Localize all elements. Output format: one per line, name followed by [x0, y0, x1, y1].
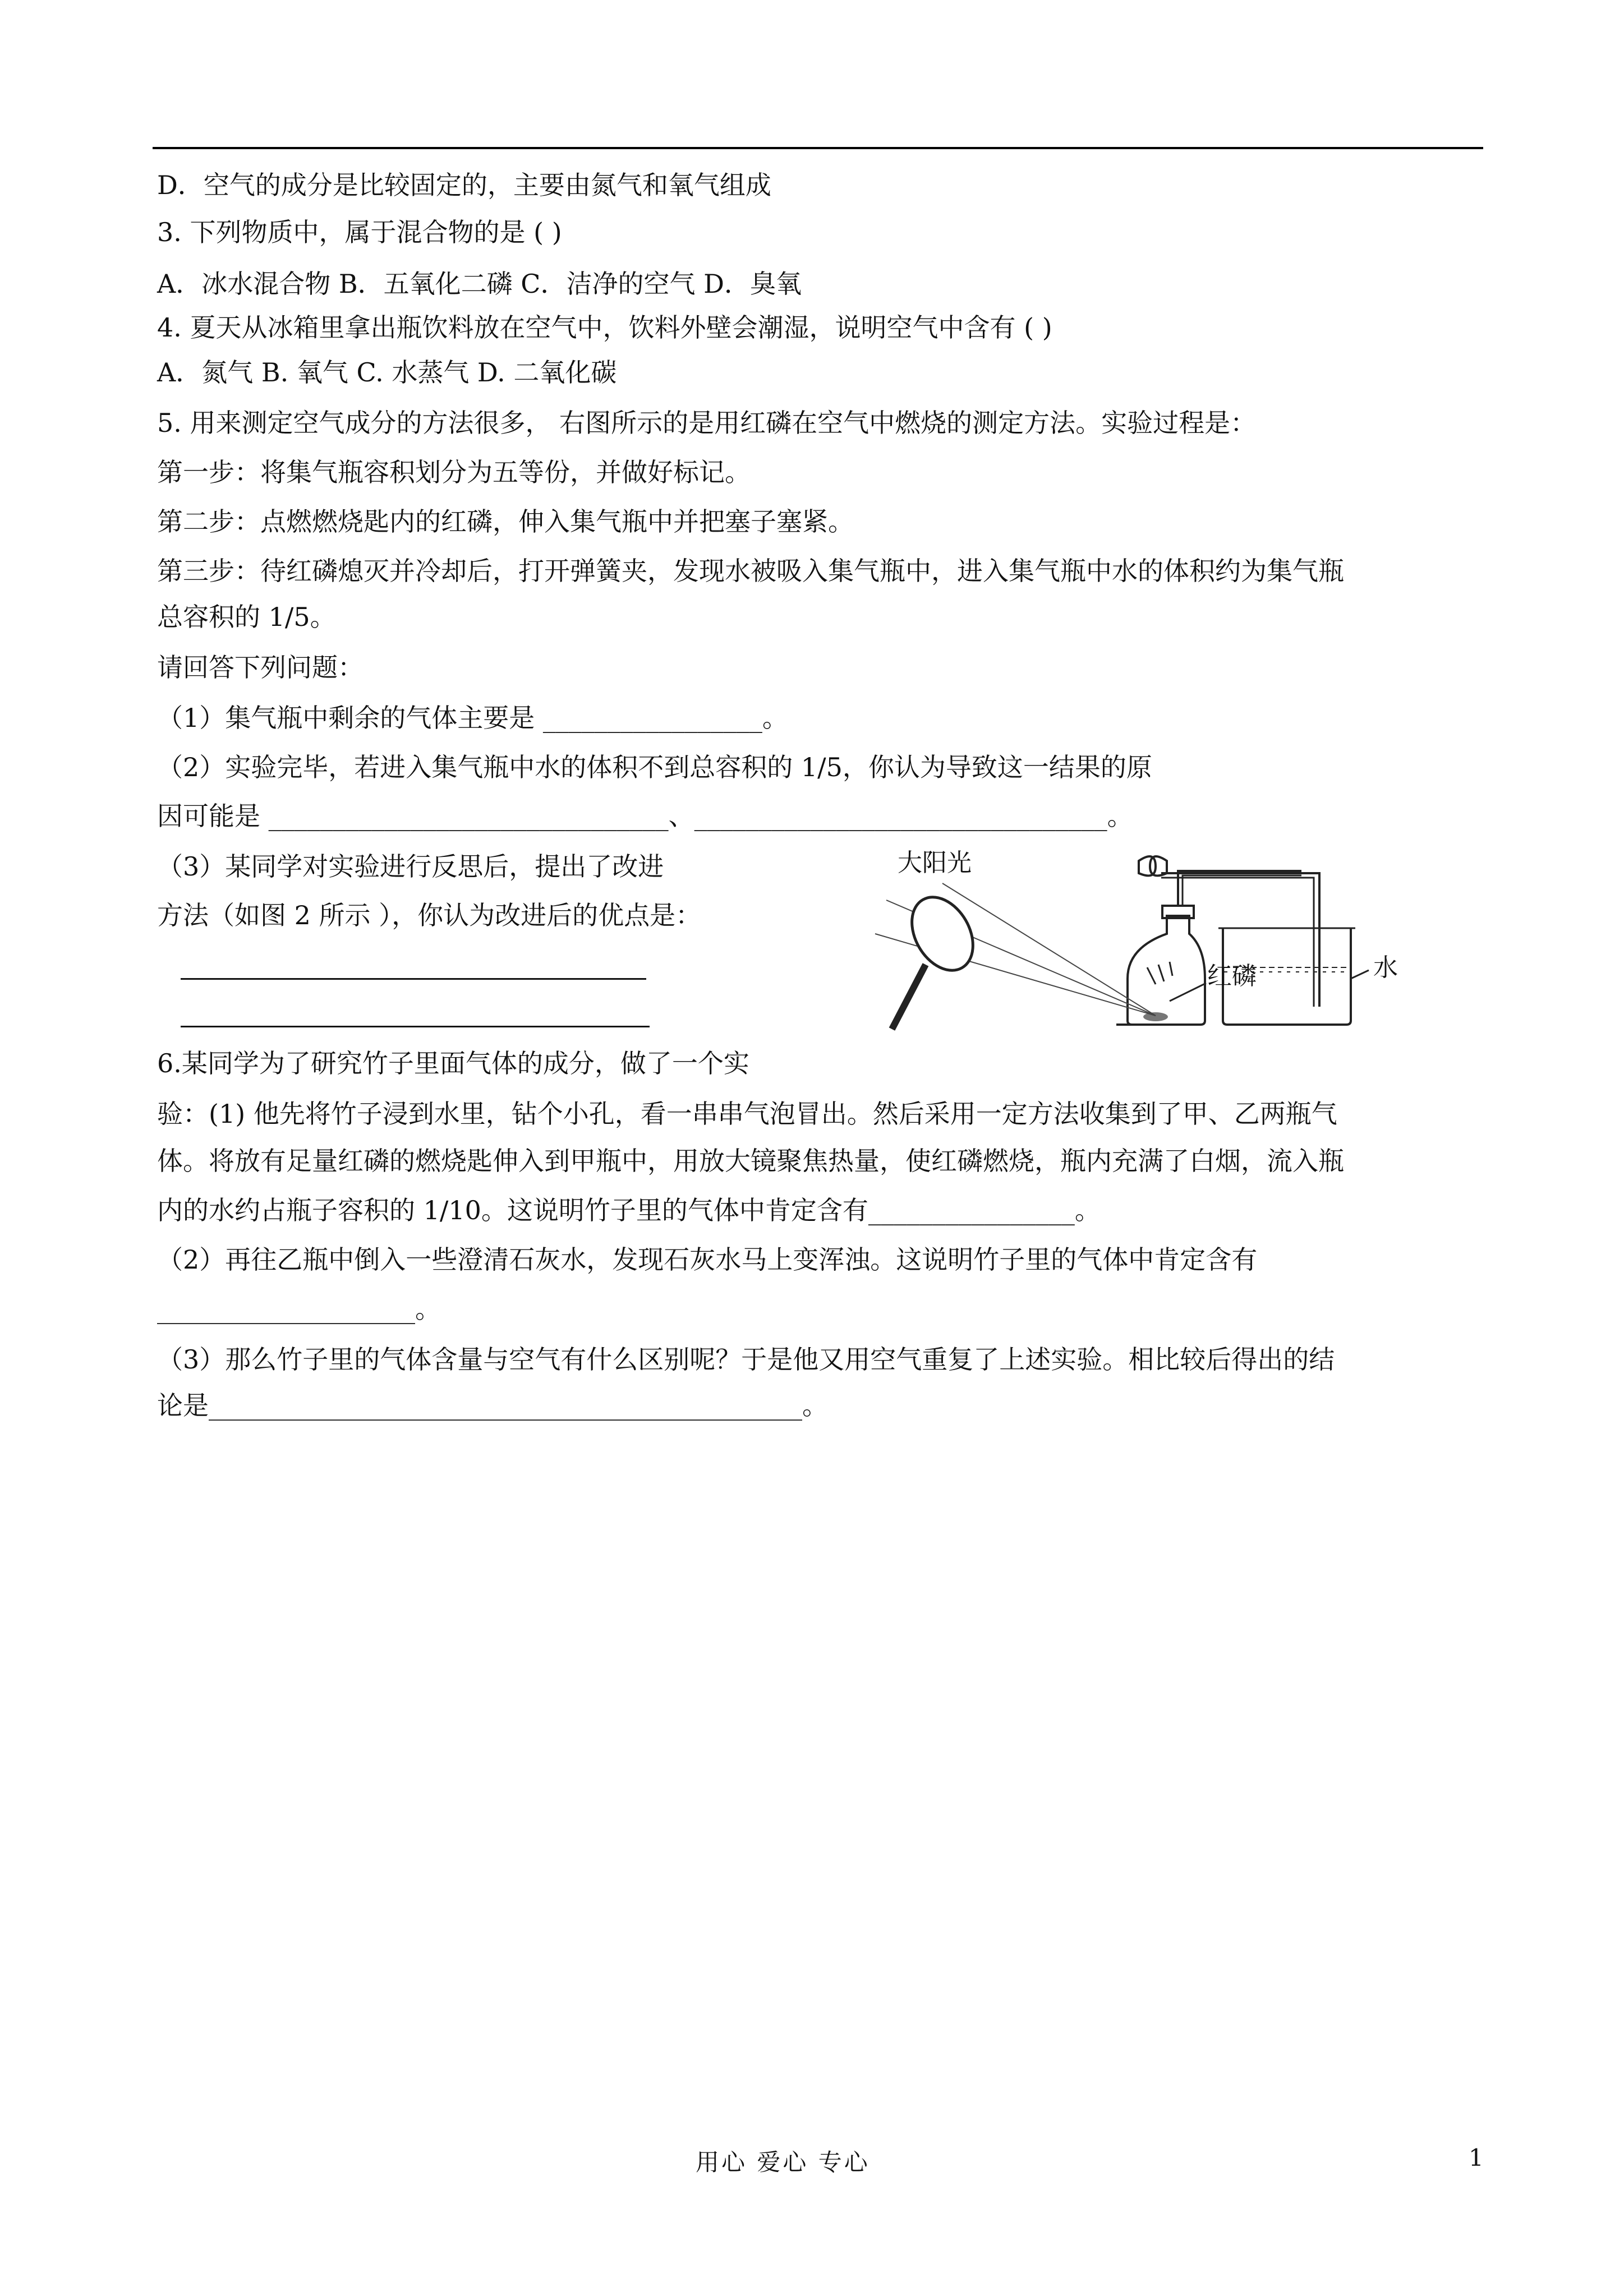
q5-part-2-cont: 因可能是 _______________________________、________________________________。	[157, 801, 1133, 831]
answer-blank-1	[181, 978, 646, 980]
water-pointer	[1351, 970, 1369, 979]
q5-step-1: 第一步：将集气瓶容积划分为五等份，并做好标记。	[157, 457, 751, 487]
spring-clamp	[1139, 856, 1156, 875]
q3-options: A．冰水混合物 B．五氧化二磷 C．洁净的空气 D．臭氧	[157, 269, 802, 299]
q5-part-3-cont: 方法（如图 2 所示 ），你认为改进后的优点是：	[157, 900, 702, 930]
page-footer: 用心 爱心 专心	[696, 2149, 870, 2176]
q6-part-2: （2）再往乙瓶中倒入一些澄清石灰水，发现石灰水马上变浑浊。这说明竹子里的气体中肯定含有	[157, 1244, 1258, 1275]
magnifying-glass-lens	[899, 886, 985, 981]
q6-stem: 6.某同学为了研究竹子里面气体的成分，做了一个实	[157, 1048, 749, 1078]
answer-blank-2	[181, 1026, 650, 1027]
apparatus-figure	[864, 850, 1425, 1040]
q5-prompt: 请回答下列问题：	[157, 652, 364, 683]
q6-part-1-cont: 体。将放有足量红磷的燃烧匙伸入到甲瓶中，用放大镜聚焦热量，使红磷燃烧，瓶内充满了白烟，流入瓶	[157, 1146, 1344, 1176]
sun-ray-3	[942, 883, 1156, 1016]
q5-part-1: （1）集气瓶中剩余的气体主要是 _________________。	[157, 703, 788, 733]
q2-option-d: D．空气的成分是比较固定的，主要由氮气和氧气组成	[157, 170, 771, 200]
q6-part-1: 验：(1) 他先将竹子浸到水里，钻个小孔，看一串串气泡冒出。然后采用一定方法收集到了甲、乙两瓶气	[157, 1099, 1337, 1129]
q5-stem: 5. 用来测定空气成分的方法很多， 右图所示的是用红磷在空气中燃烧的测定方法。实验过程是：	[157, 408, 1257, 438]
sunlight-label: 大阳光	[898, 850, 972, 877]
q6-part-2-cont: ____________________。	[157, 1294, 441, 1324]
q6-part-3-cont: 论是______________________________________________。	[157, 1390, 828, 1421]
page-number: 1	[1469, 2144, 1484, 2171]
q5-step-2: 第二步：点燃燃烧匙内的红磷，伸入集气瓶中并把塞子塞紧。	[157, 506, 854, 537]
q6-part-3: （3）那么竹子里的气体含量与空气有什么区别呢？于是他又用空气重复了上述实验。相比较后得出的结	[157, 1344, 1335, 1375]
magnifying-glass-handle	[892, 965, 926, 1029]
connecting-tube-left-inner	[1183, 875, 1301, 906]
phosphorus-pointer	[1170, 983, 1206, 1001]
q5-step-3-cont: 总容积的 1/5。	[157, 602, 336, 632]
q4-options: A．氮气 B. 氧气 C. 水蒸气 D. 二氧化碳	[157, 357, 617, 388]
phosphorus-label: 红磷	[1207, 962, 1257, 990]
q3-stem: 3. 下列物质中，属于混合物的是 ( )	[157, 217, 562, 247]
phosphorus-mark-2	[1158, 965, 1164, 981]
phosphorus-mark-3	[1170, 962, 1172, 976]
phosphorus-mark-1	[1147, 967, 1156, 984]
q5-part-3: （3）某同学对实验进行反思后，提出了改进	[157, 851, 664, 882]
q4-stem: 4. 夏天从冰箱里拿出瓶饮料放在空气中，饮料外壁会潮湿，说明空气中含有 ( )	[157, 312, 1052, 343]
header-rule	[153, 147, 1483, 149]
water-label: 水	[1373, 953, 1398, 982]
q5-step-3: 第三步：待红磷熄灭并冷却后，打开弹簧夹，发现水被吸入集气瓶中，进入集气瓶中水的体积约为集气瓶	[157, 556, 1344, 586]
q6-part-1-cont-2: 内的水约占瓶子容积的 1/10。这说明竹子里的气体中肯定含有________________。	[157, 1195, 1101, 1225]
q5-part-2: （2）实验完毕，若进入集气瓶中水的体积不到总容积的 1/5，你认为导致这一结果的原	[157, 752, 1152, 782]
